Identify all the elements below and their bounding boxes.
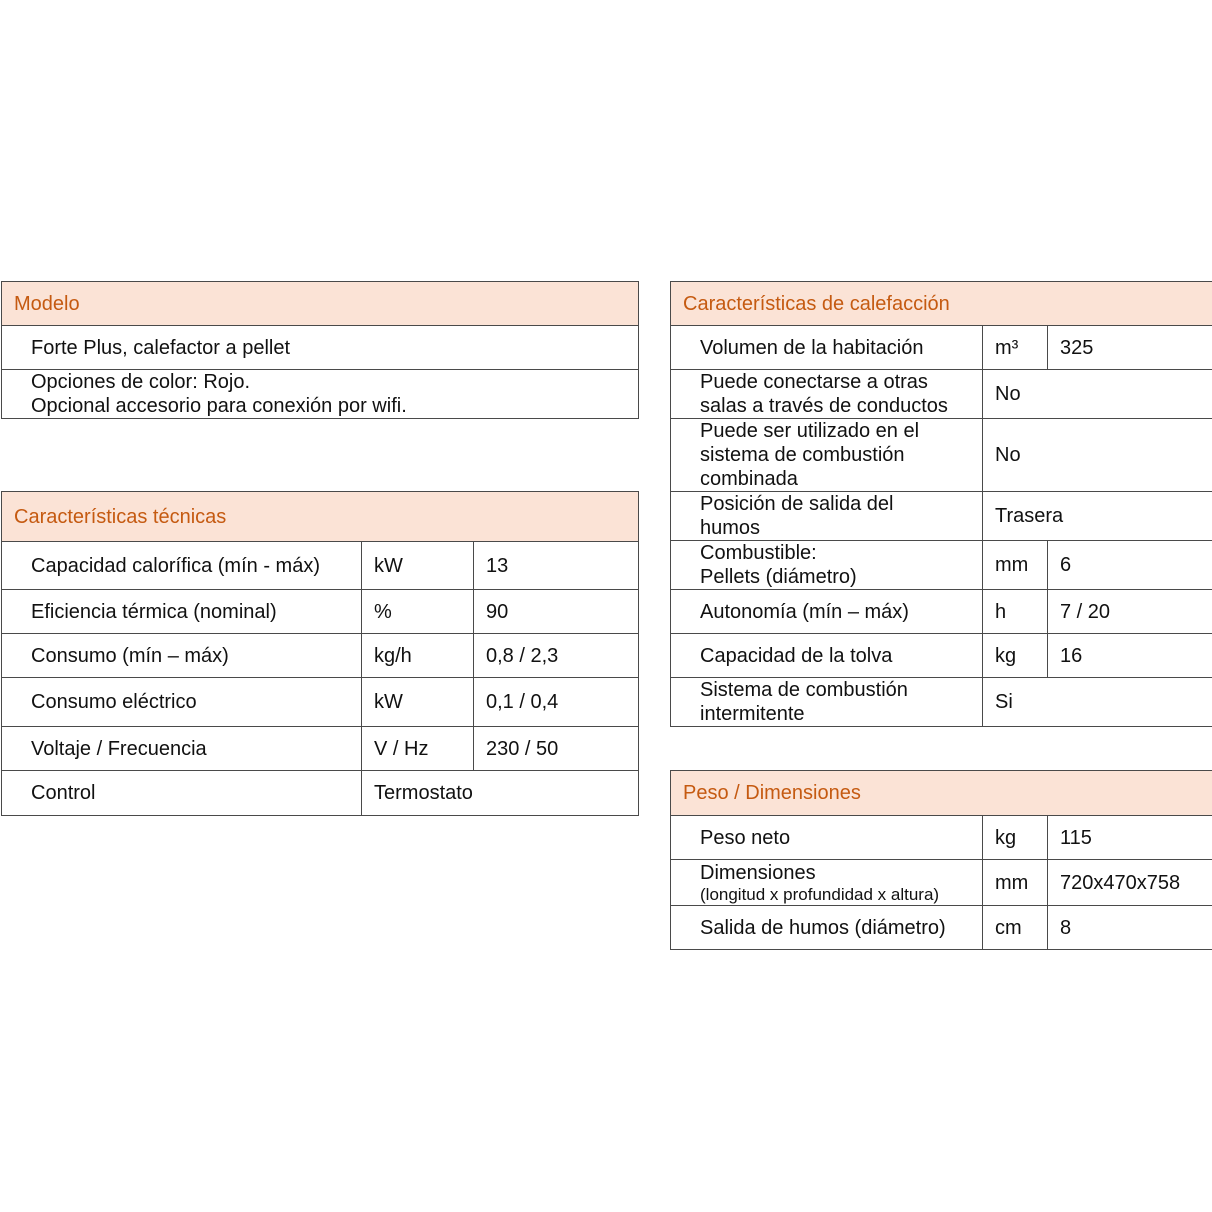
combustible-line1: Combustible: [700,542,817,564]
combustible-unit: mm [983,541,1048,590]
intermitente-label [671,678,983,727]
humos-value: 8 [1048,906,1212,950]
volumen-value: 325 [1048,326,1212,370]
humos-label: Salida de humos (diámetro) [671,906,983,950]
table-row [671,634,1212,678]
modelo-table [1,281,639,419]
modelo-header: Modelo [2,282,639,326]
row-value: 13 [474,542,639,590]
tolva-label: Capacidad de la tolva [671,634,983,678]
peso-neto-label: Peso neto [671,816,983,860]
row-unit: % [362,590,474,634]
autonomia-label: Autonomía (mín – máx) [671,590,983,634]
peso-neto-value: 115 [1048,816,1212,860]
calefaccion-table [670,281,1212,727]
row-value: 0,1 / 0,4 [474,678,639,727]
salida-value: Trasera [983,492,1212,541]
table-row [671,860,1212,906]
peso-neto-unit: kg [983,816,1048,860]
conductos-label [671,370,983,419]
salida-line1: Posición de salida del [700,493,894,515]
combinada-label [671,419,983,492]
conductos-value: No [983,370,1212,419]
intermitente-line1: Sistema de combustión [700,679,908,701]
combustible-label [671,541,983,590]
table-row [671,541,1212,590]
table-row [671,492,1212,541]
control-label: Control [2,771,362,816]
modelo-options-line1: Opciones de color: Rojo. [31,371,251,393]
salida-label [671,492,983,541]
table-row [671,370,1212,419]
row-value: 90 [474,590,639,634]
combinada-line1: Puede ser utilizado en el [700,420,920,442]
table-row [671,326,1212,370]
table-row [2,590,639,634]
volumen-label: Volumen de la habitación [671,326,983,370]
table-row [671,419,1212,492]
row-unit: kW [362,542,474,590]
table-row [671,678,1212,727]
dimensiones-unit: mm [983,860,1048,906]
combustible-line2: Pellets (diámetro) [700,566,857,588]
conductos-line1: Puede conectarse a otras [700,371,928,393]
tolva-value: 16 [1048,634,1212,678]
tecnicas-header: Características técnicas [2,492,639,542]
volumen-unit: m³ [983,326,1048,370]
row-value: 0,8 / 2,3 [474,634,639,678]
table-row [2,771,639,816]
intermitente-line2: intermitente [700,703,805,725]
row-unit: V / Hz [362,727,474,771]
intermitente-value: Si [983,678,1212,727]
row-label: Consumo (mín – máx) [2,634,362,678]
tolva-unit: kg [983,634,1048,678]
row-label: Voltaje / Frecuencia [2,727,362,771]
dimensiones-label [671,860,983,906]
row-label: Consumo eléctrico [2,678,362,727]
peso-header: Peso / Dimensiones [671,771,1212,816]
row-label: Capacidad calorífica (mín - máx) [2,542,362,590]
humos-unit: cm [983,906,1048,950]
tecnicas-table [1,491,639,816]
table-row [671,590,1212,634]
dimensiones-value: 720x470x758 [1048,860,1212,906]
modelo-options [2,370,639,419]
table-row [2,634,639,678]
combinada-value: No [983,419,1212,492]
table-row [2,542,639,590]
row-value: 230 / 50 [474,727,639,771]
dimensiones-line2: (longitud x profundidad x altura) [700,884,940,904]
combustible-value: 6 [1048,541,1212,590]
table-row [2,727,639,771]
calefaccion-header: Características de calefacción [671,282,1212,326]
modelo-name: Forte Plus, calefactor a pellet [2,326,639,370]
row-unit: kg/h [362,634,474,678]
conductos-line2: salas a través de conductos [700,395,948,417]
peso-table [670,770,1212,950]
autonomia-value: 7 / 20 [1048,590,1212,634]
row-label: Eficiencia térmica (nominal) [2,590,362,634]
combinada-line2: sistema de combustión [700,444,905,466]
modelo-options-line2: Opcional accesorio para conexión por wifi. [31,395,407,417]
combinada-line3: combinada [700,468,798,490]
table-row [671,816,1212,860]
control-value: Termostato [362,771,639,816]
salida-line2: humos [700,517,761,539]
table-row [671,906,1212,950]
dimensiones-line1: Dimensiones [700,861,816,884]
autonomia-unit: h [983,590,1048,634]
table-row [2,678,639,727]
row-unit: kW [362,678,474,727]
